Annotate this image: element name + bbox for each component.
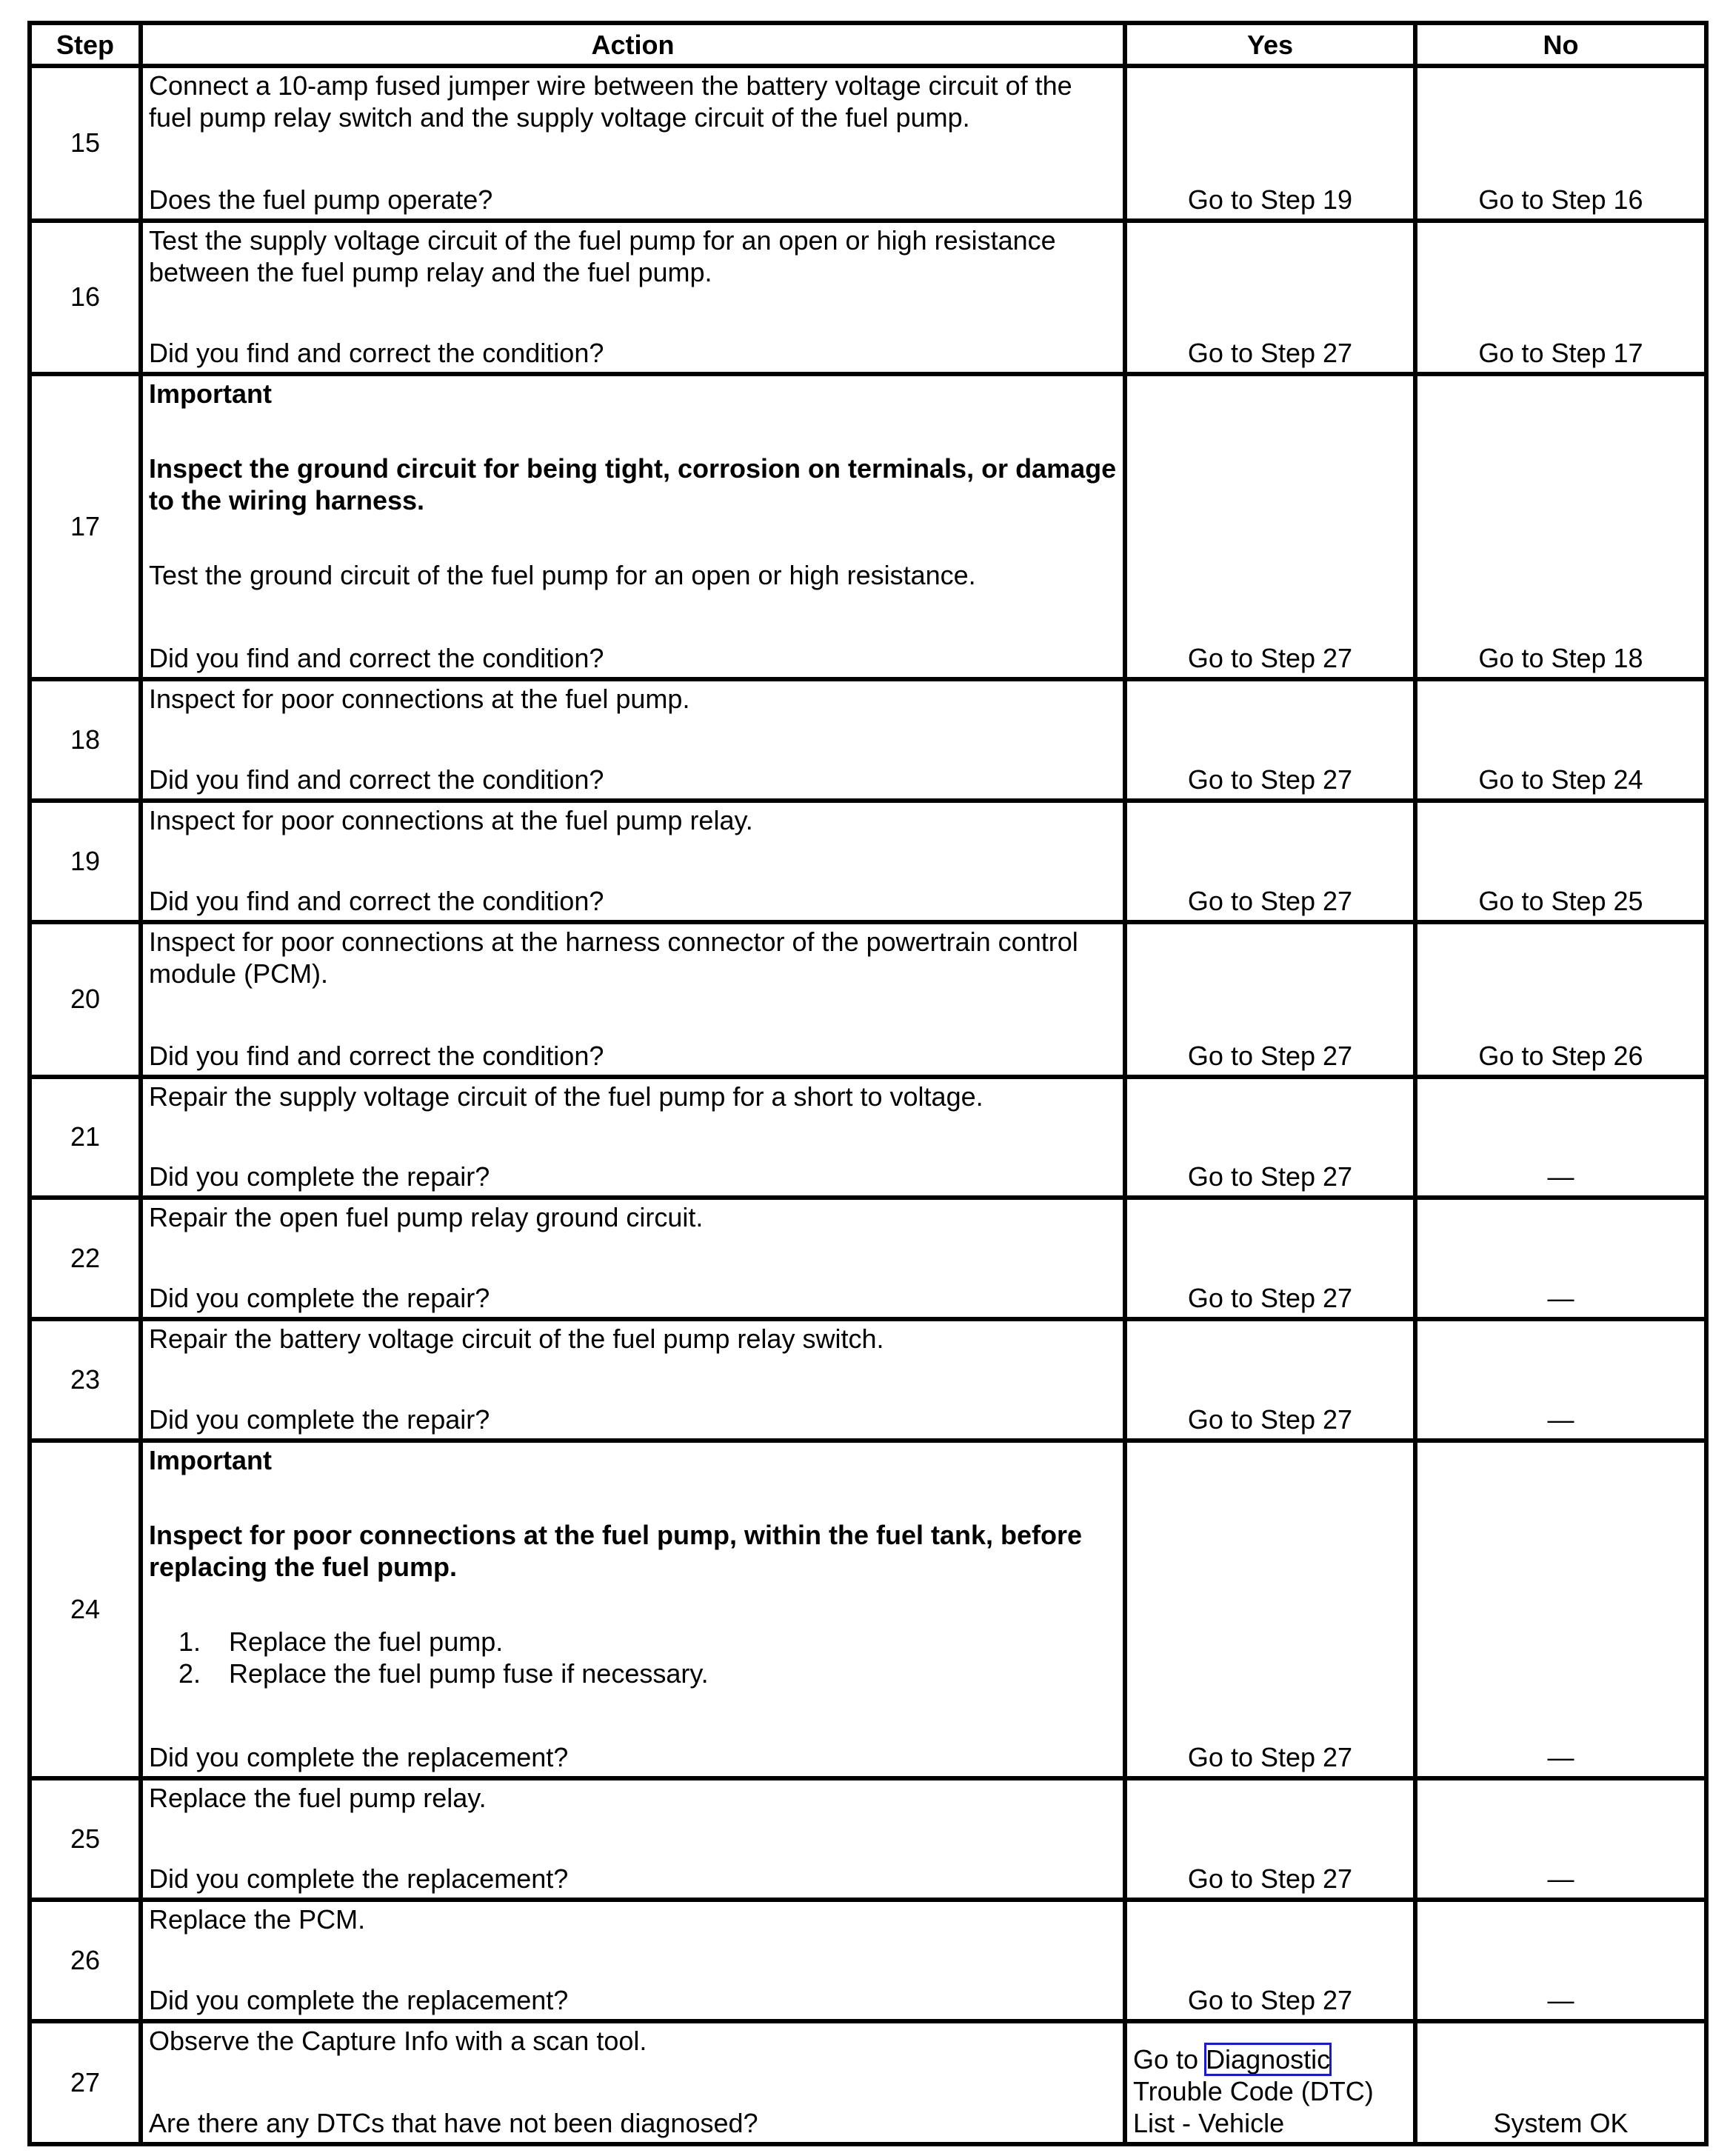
action-cell [141,66,1125,221]
diagnostic-table [27,21,1709,2146]
action-text: Observe the Capture Info with a scan tool. [149,2026,647,2056]
action-text: Replace the fuel pump relay. [149,1783,487,1813]
yes-cell: Go to Step 27 [1125,922,1415,1077]
action-text: Repair the open fuel pump relay ground circuit. [149,1202,704,1232]
step-number: 21 [30,1077,141,1198]
header-no: No [1415,23,1706,66]
no-cell: System OK [1415,2021,1706,2144]
action-text: Connect a 10-amp fused jumper wire between the battery voltage circuit of the fuel pump relay switch and the supply voltage circuit of the fuel pump. [149,70,1072,133]
step-number: 16 [30,221,141,374]
action-text: Inspect for poor connections at the fuel pump relay. [149,805,753,835]
table-row [30,679,1706,801]
table-row [30,1198,1706,1319]
yes-cell: Go to Step 27 [1125,374,1415,679]
yes-cell: Go to Step 19 [1125,66,1415,221]
step-number: 27 [30,2021,141,2144]
yes-cell: Go to Step 27 [1125,1900,1415,2021]
no-cell: Go to Step 26 [1415,922,1706,1077]
step-number: 19 [30,801,141,922]
no-cell: — [1415,1198,1706,1319]
no-cell: Go to Step 18 [1415,374,1706,679]
yes-prefix: Go to [1133,2044,1206,2075]
action-text: Test the supply voltage circuit of the fuel pump for an open or high resistance between the fuel pump relay and the fuel pump. [149,225,1056,287]
action-question: Are there any DTCs that have not been diagnosed? [149,2108,758,2138]
table-row [30,221,1706,374]
no-cell: Go to Step 17 [1415,221,1706,374]
list-item: 1. Replace the fuel pump. [208,1626,1117,1658]
table-row [30,66,1706,221]
no-cell: — [1415,1319,1706,1441]
step-number: 24 [30,1441,141,1778]
action-cell [141,1778,1125,1900]
header-step: Step [30,23,141,66]
no-cell: Go to Step 16 [1415,66,1706,221]
header-yes: Yes [1125,23,1415,66]
step-number: 23 [30,1319,141,1441]
no-cell: Go to Step 24 [1415,679,1706,801]
action-question: Did you complete the repair? [149,1161,490,1192]
action-question: Did you find and correct the condition? [149,886,604,916]
action-text: Test the ground circuit of the fuel pump for an open or high resistance. [149,560,976,590]
table-row [30,1900,1706,2021]
header-action: Action [141,23,1125,66]
action-text: Repair the battery voltage circuit of the fuel pump relay switch. [149,1324,884,1354]
table-row [30,374,1706,679]
yes-cell: Go to Step 27 [1125,1778,1415,1900]
important-note: Inspect the ground circuit for being tight, corrosion on terminals, or damage to the wiring harness. [149,453,1117,515]
table-row [30,922,1706,1077]
important-label: Important [149,378,272,409]
action-question: Did you complete the repair? [149,1283,490,1313]
action-cell [141,374,1125,679]
table-row [30,1319,1706,1441]
action-list [149,1626,1117,1689]
yes-cell: Go to Step 27 [1125,221,1415,374]
step-number: 15 [30,66,141,221]
no-cell: — [1415,1077,1706,1198]
action-cell [141,679,1125,801]
header-row [30,23,1706,66]
action-cell [141,1198,1125,1319]
step-number: 17 [30,374,141,679]
important-note: Inspect for poor connections at the fuel pump, within the fuel tank, before replacing the fuel pump. [149,1520,1083,1582]
action-question: Did you find and correct the condition? [149,764,604,795]
no-cell: — [1415,1900,1706,2021]
action-text: Inspect for poor connections at the fuel pump. [149,684,690,714]
step-number: 20 [30,922,141,1077]
step-number: 22 [30,1198,141,1319]
action-text: Inspect for poor connections at the harness connector of the powertrain control module (PCM). [149,927,1078,989]
action-text: Repair the supply voltage circuit of the fuel pump for a short to voltage. [149,1081,983,1112]
table-row [30,801,1706,922]
action-question: Did you complete the replacement? [149,1742,569,1772]
action-question: Did you find and correct the condition? [149,338,604,368]
action-cell [141,1900,1125,2021]
step-number: 18 [30,679,141,801]
action-question: Did you find and correct the condition? [149,1041,604,1071]
action-question: Did you find and correct the condition? [149,643,604,673]
action-question: Did you complete the repair? [149,1404,490,1435]
action-cell [141,221,1125,374]
yes-cell: Go to Step 27 [1125,1319,1415,1441]
important-label: Important [149,1445,272,1475]
action-cell [141,1441,1125,1778]
no-cell: Go to Step 25 [1415,801,1706,922]
step-number: 26 [30,1900,141,2021]
yes-rest: Trouble Code (DTC) List - Vehicle [1133,2076,1374,2138]
table-row [30,1077,1706,1198]
step-number: 25 [30,1778,141,1900]
action-text: Replace the PCM. [149,1904,366,1935]
yes-cell: Go to Step 27 [1125,679,1415,801]
action-cell [141,1077,1125,1198]
action-question: Did you complete the replacement? [149,1985,569,2015]
yes-cell: Go to Step 27 [1125,1077,1415,1198]
yes-cell [1125,2021,1415,2144]
action-cell [141,1319,1125,1441]
no-cell: — [1415,1778,1706,1900]
action-question: Did you complete the replacement? [149,1863,569,1894]
table-row [30,1441,1706,1778]
yes-cell: Go to Step 27 [1125,1441,1415,1778]
dtc-list-link[interactable]: Diagnostic [1206,2044,1331,2075]
yes-cell: Go to Step 27 [1125,1198,1415,1319]
action-question: Does the fuel pump operate? [149,184,493,215]
table-row [30,1778,1706,1900]
action-cell [141,2021,1125,2144]
no-cell: — [1415,1441,1706,1778]
table-row [30,2021,1706,2144]
yes-cell: Go to Step 27 [1125,801,1415,922]
action-cell [141,922,1125,1077]
list-item: 2. Replace the fuel pump fuse if necessary. [208,1658,1117,1689]
action-cell [141,801,1125,922]
